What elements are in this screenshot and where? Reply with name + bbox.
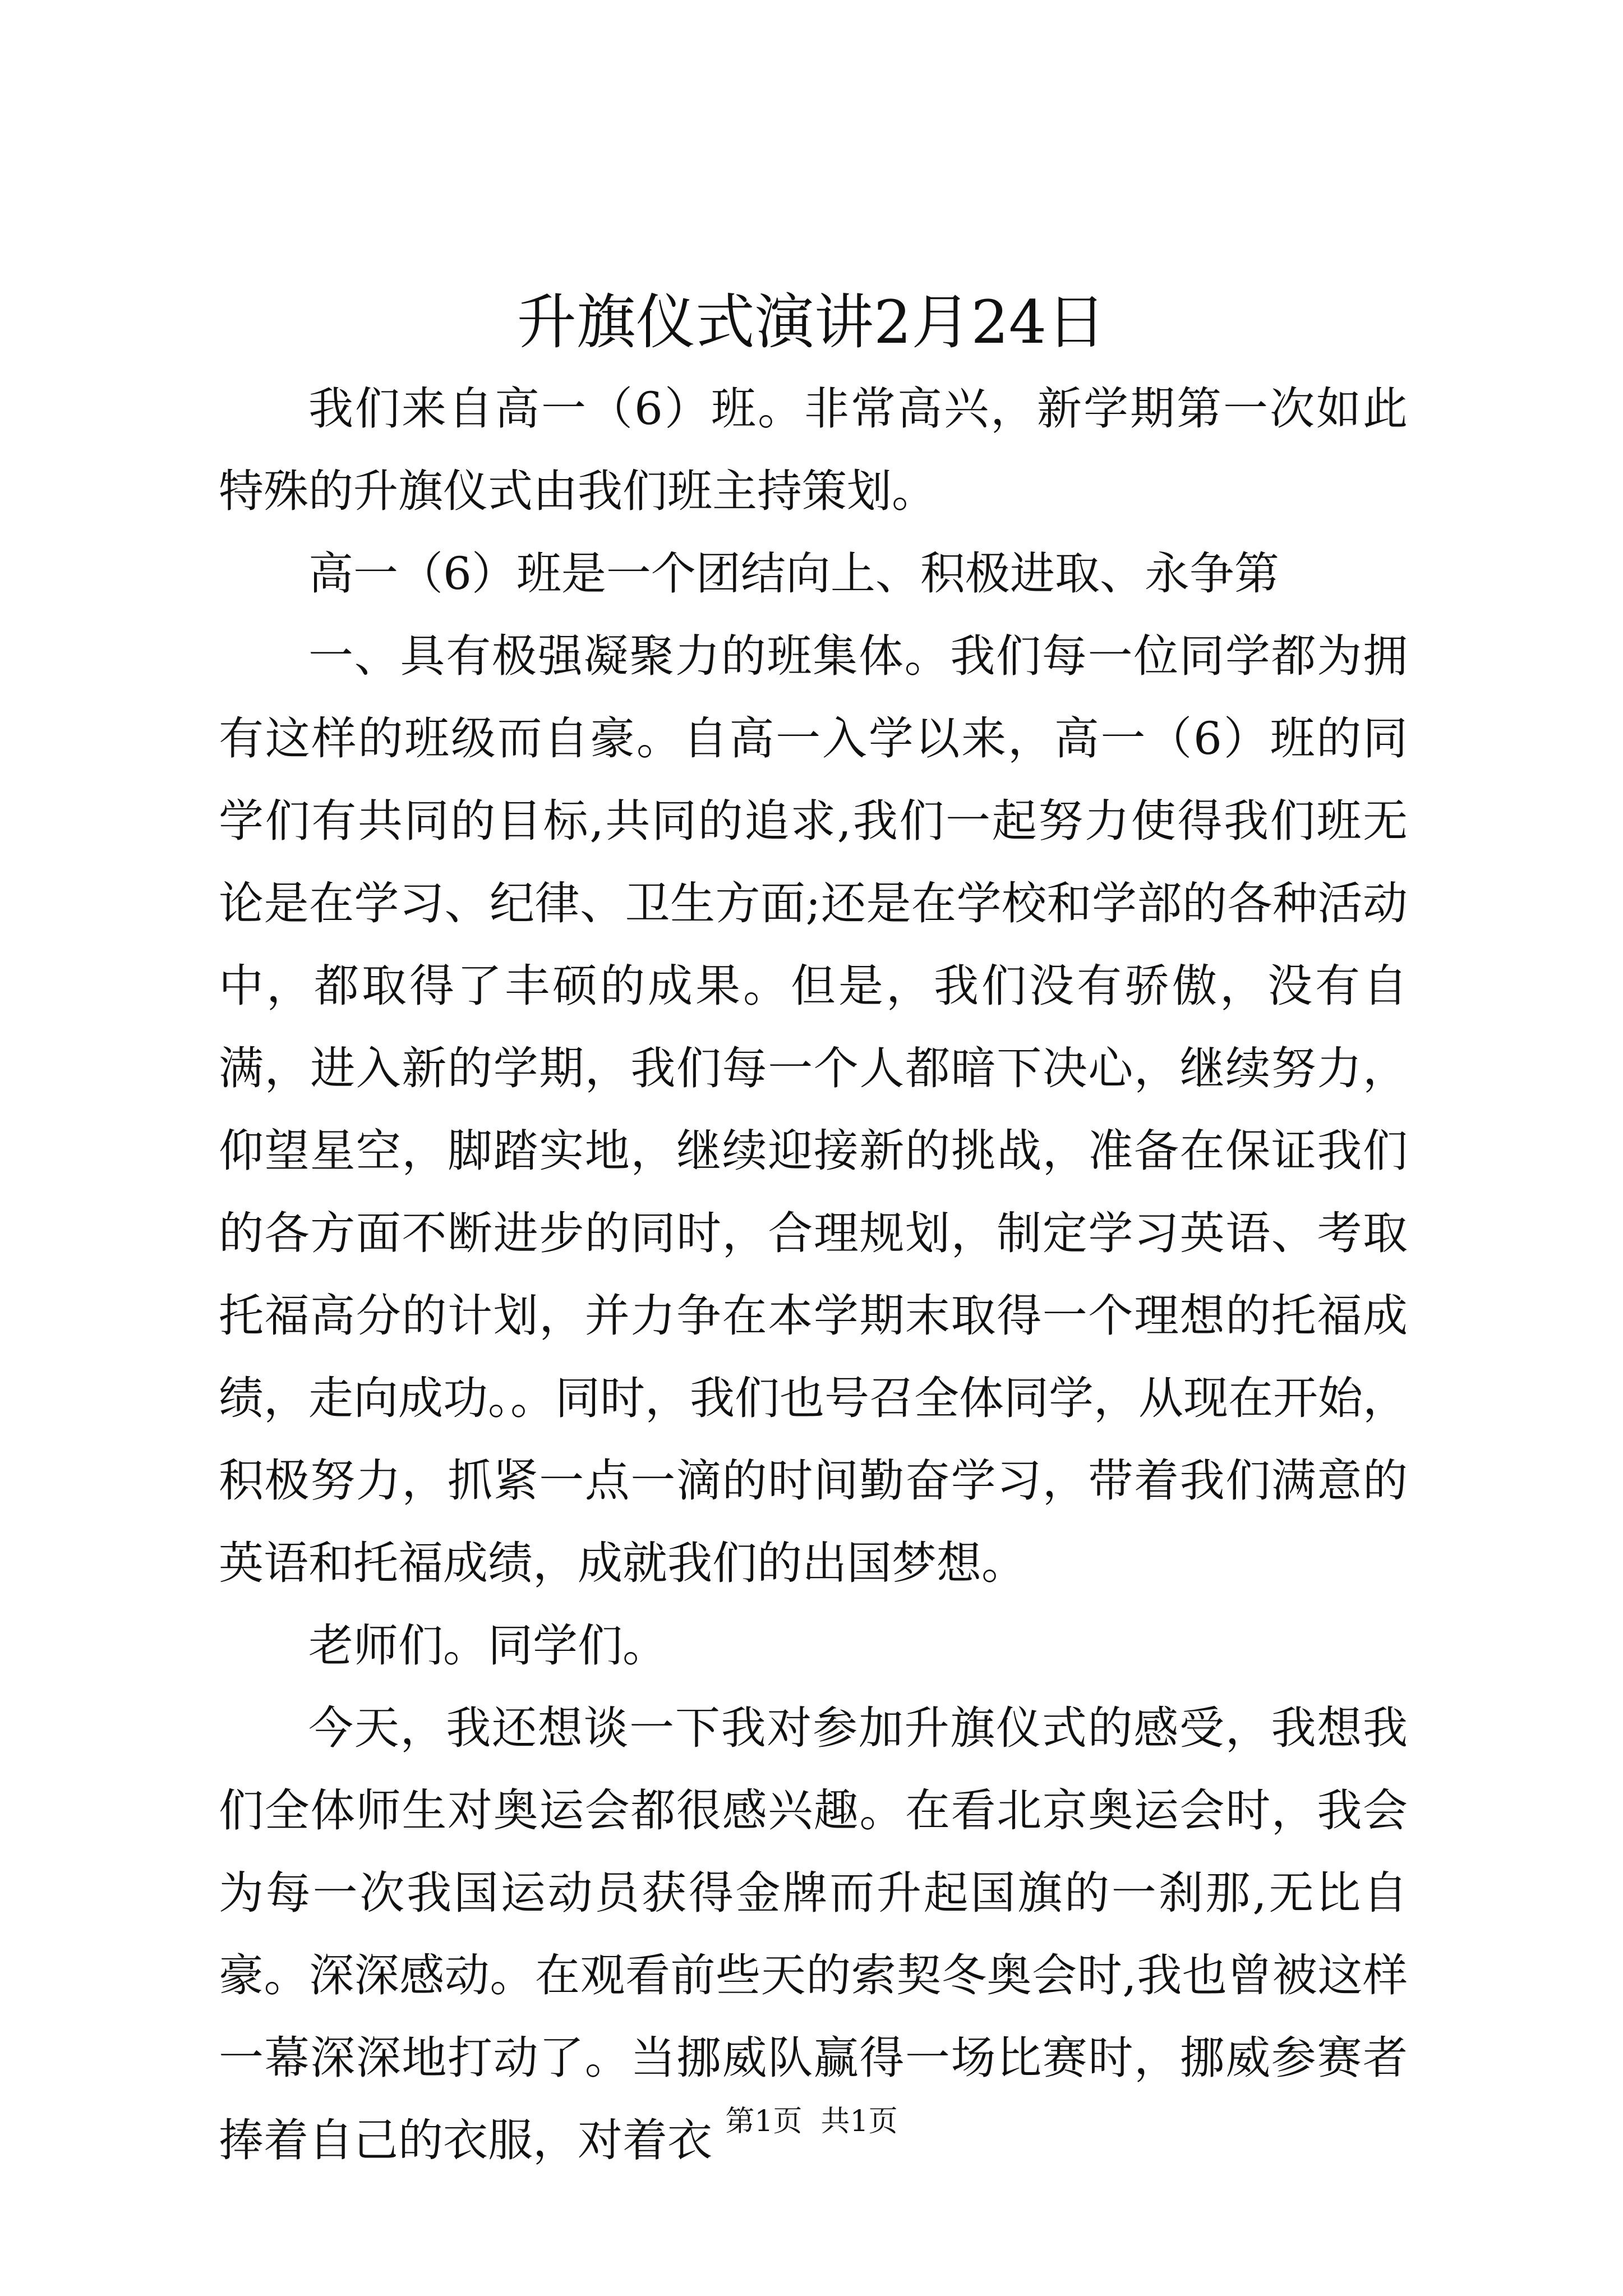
page-number-label: 第1页 共1页 [725, 2105, 898, 2138]
paragraph-3: 一、具有极强凝聚力的班集体。我们每一位同学都为拥有这样的班级而自豪。自高一入学以来，高一（6）班的同学们有共同的目标,共同的追求,我们一起努力使得我们班无论是在学习、纪律、卫生方面;还是在学校和学部的各种活动中，都取得了丰硕的成果。但是，我们没有骄傲，没有自满，进入新的学期，我们每一个人都暗下决心，继续努力，仰望星空，脚踏实地，继续迎接新的挑战，准备在保证我们的各方面不断进步的同时，合理规划，制定学习英语、考取托福高分的计划，并力争在本学期末取得一个理想的托福成绩，走向成功。。同时，我们也号召全体同学，从现在开始，积极努力，抓紧一点一滴的时间勤奋学习，带着我们满意的英语和托福成绩，成就我们的出国梦想。 [219, 630, 1408, 1589]
paragraph-2: 高一（6）班是一个团结向上、积极进取、永争第 [308, 547, 1279, 600]
document-title: 升旗仪式演讲2月24日 [517, 288, 1106, 357]
paragraph-4: 老师们。同学们。 [308, 1619, 667, 1672]
paragraph-1: 我们来自高一（6）班。非常高兴，新学期第一次如此特殊的升旗仪式由我们班主持策划。 [219, 383, 1408, 517]
paragraph-5: 今天，我还想谈一下我对参加升旗仪式的感受，我想我们全体师生对奥运会都很感兴趣。在看北京奥运会时，我会为每一次我国运动员获得金牌而升起国旗的一刹那,无比自豪。深深感动。在观看前些天的索契冬奥会时,我也曾被这样一幕深深地打动了。当挪威队赢得一场比赛时，挪威参赛者捧着自己的衣服，对着衣 [219, 1702, 1408, 2166]
document-body [219, 367, 1408, 2182]
page-footer [0, 2099, 1623, 2144]
